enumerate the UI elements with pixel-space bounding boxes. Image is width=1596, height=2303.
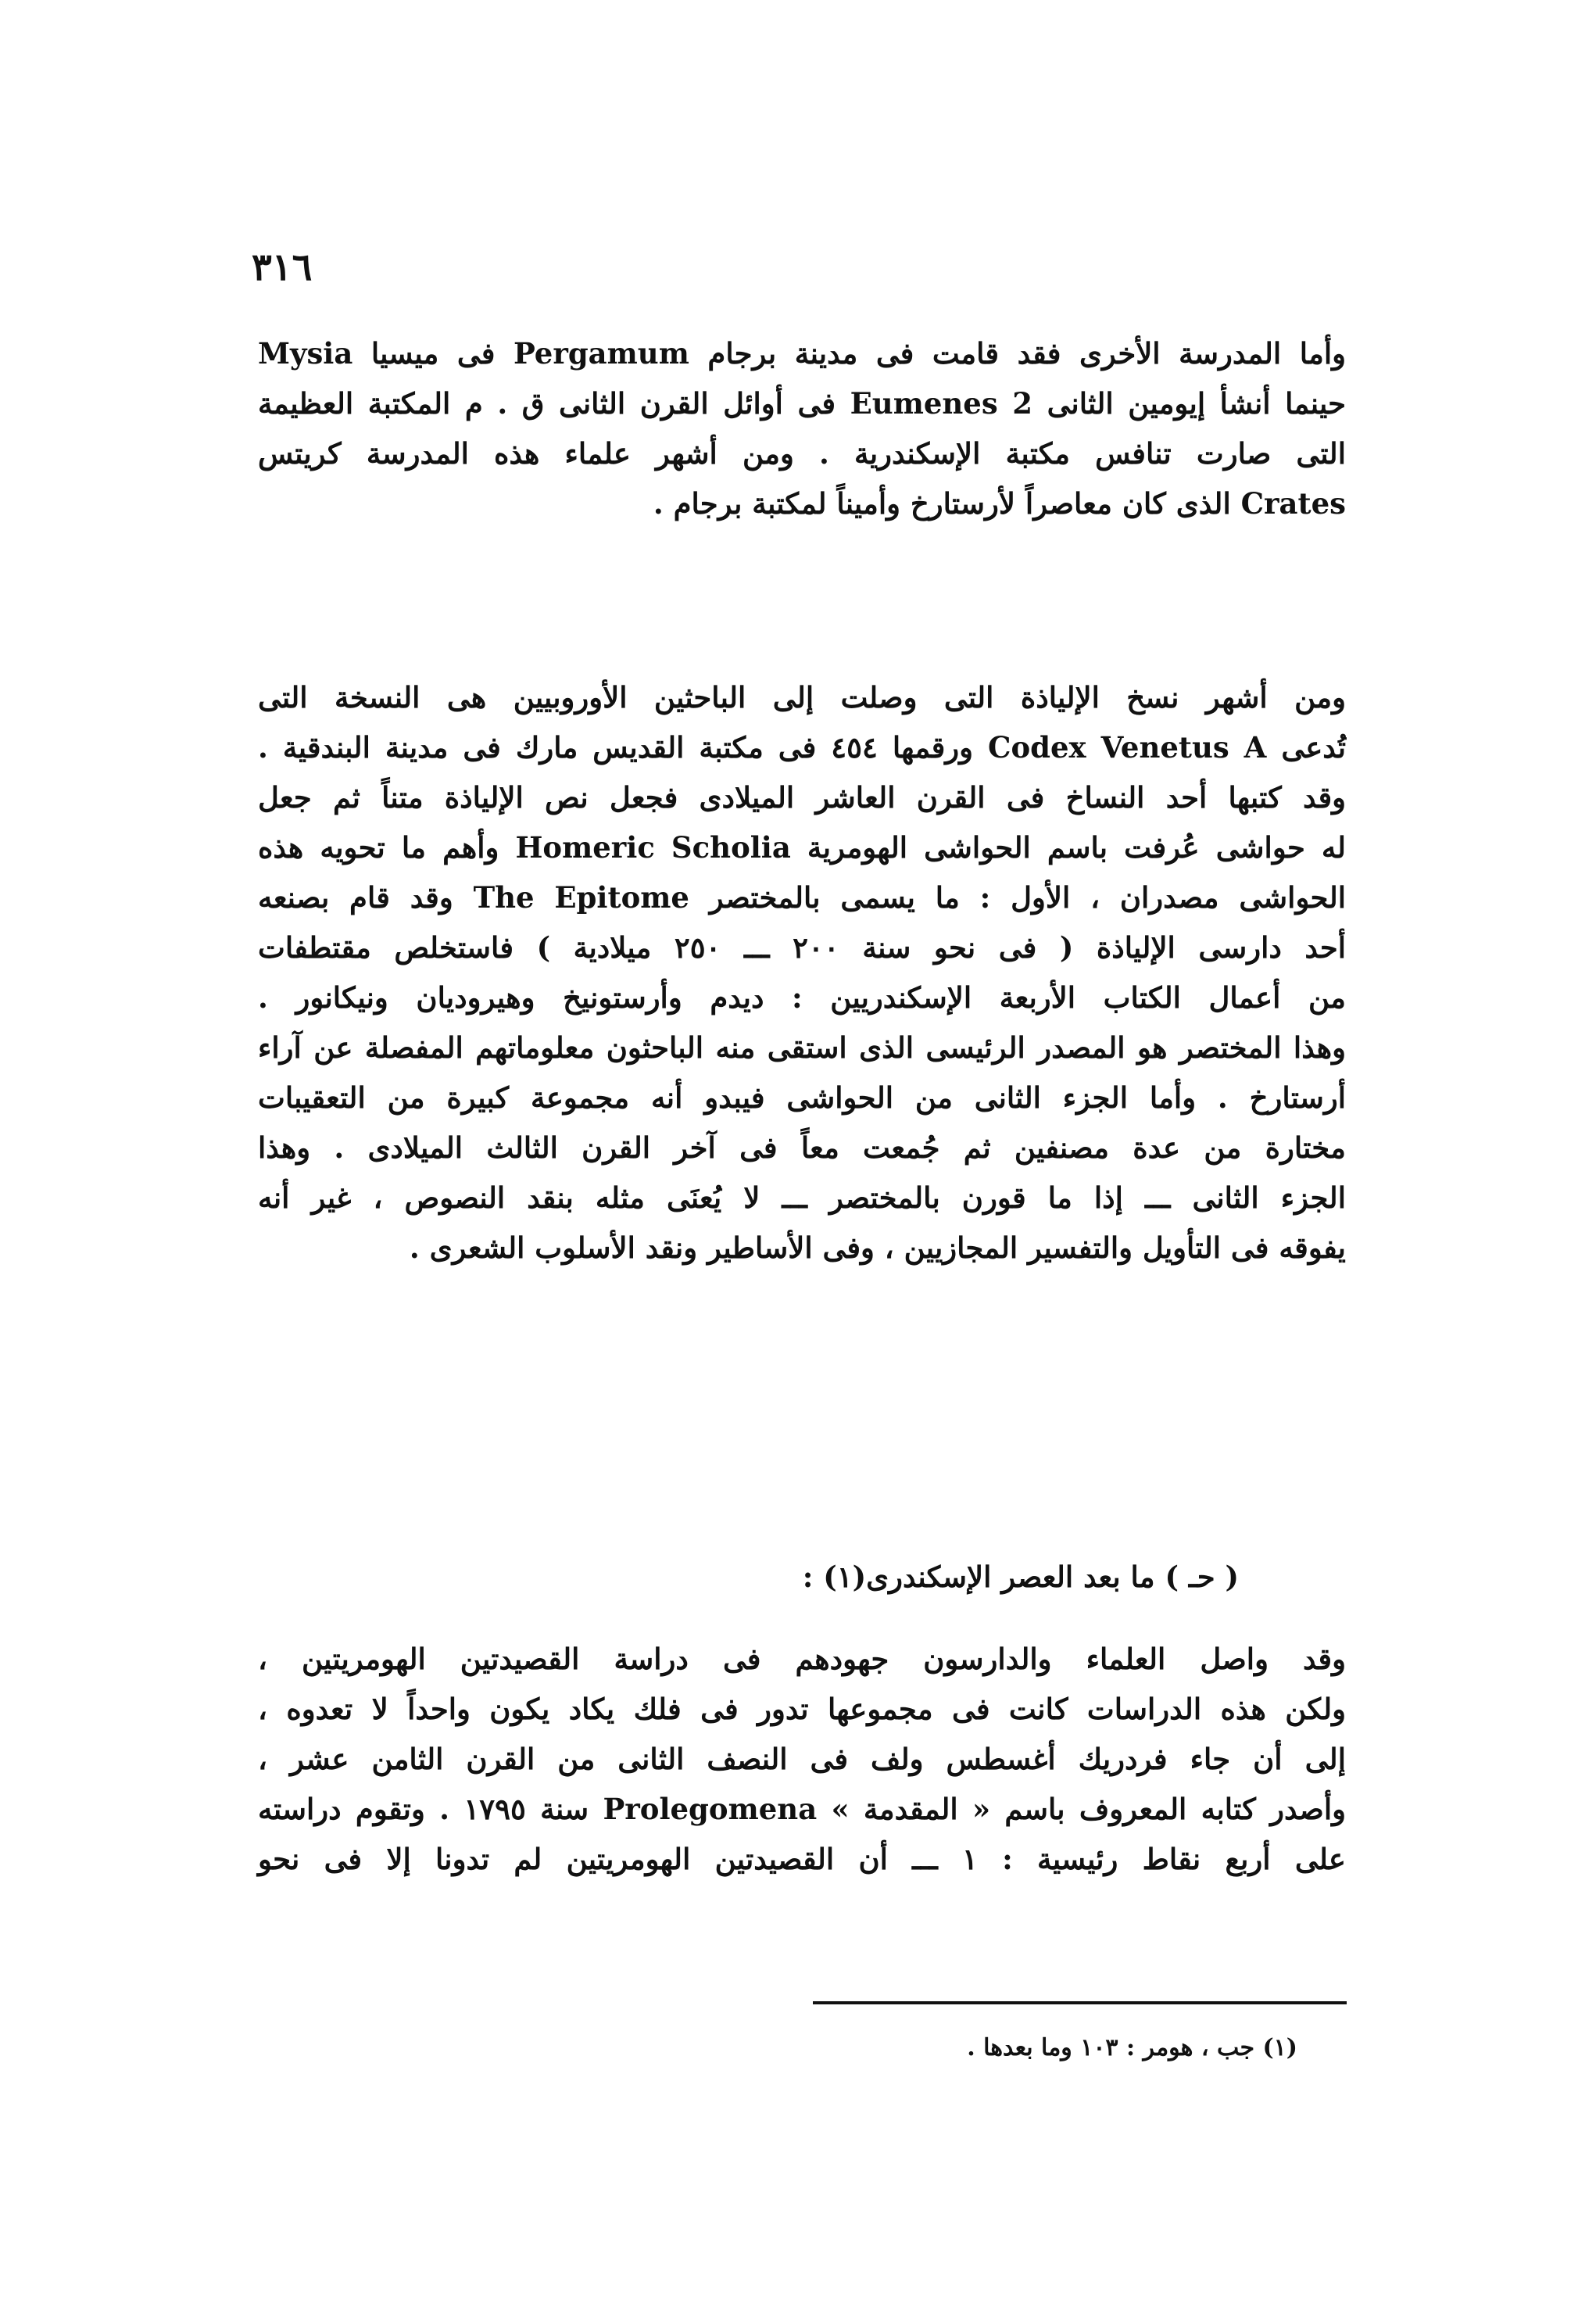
page-number: ٣١٦ (252, 245, 313, 289)
text-line: تُدعى Codex Venetus A ورقمها ٤٥٤ فى مكتبة القديس مارك فى مدينة البندقية . (258, 730, 1346, 765)
footnote-divider (813, 2001, 1347, 2004)
text-line: على أربع نقاط رئيسية : ١ ـــ أن القصيدتين الهومريتين لم تدونا إلا فى نحو (258, 1842, 1347, 1876)
text-line: الحواشى مصدران ، الأول : ما يسمى بالمختصر The Epitome وقد قام بصنعه (258, 880, 1346, 915)
paragraph-pergamum-school (258, 328, 1346, 528)
text-line: حينما أنشأ إيومين الثانى Eumenes 2 فى أوائل القرن الثانى ق . م المكتبة العظيمة (258, 386, 1346, 421)
text-line: ولكن هذه الدراسات كانت فى مجموعها تدور فى فلك يكاد يكون واحداً لا تعدوه ، (258, 1692, 1346, 1726)
text-line: يفوقه فى التأويل والتفسير المجازيين ، وفى الأساطير ونقد الأسلوب الشعرى . (409, 1230, 1346, 1265)
paragraph-post-alexandrian (258, 1634, 1346, 1884)
text-line: الجزء الثانى ـــ إذا ما قورن بالمختصر ـــ لا يُعنَى مثله بنقد النصوص ، غير أنه (258, 1180, 1346, 1215)
text-line: وقد واصل العلماء والدارسون جهودهم فى دراسة القصيدتين الهومريتين ، (258, 1642, 1346, 1676)
text-line: مختارة من عدة مصنفين ثم جُمعت معاً فى آخر القرن الثالث الميلادى . وهذا (258, 1130, 1346, 1165)
footnote: (١) جب ، هومر : ١٠٣ وما بعدها . (967, 2034, 1297, 2061)
text-line: من أعمال الكتاب الأربعة الإسكندريين : ديدم وأرستونيخ وهيرودیان ونيكانور . (258, 980, 1346, 1015)
text-line: وأما المدرسة الأخرى فقد قامت فى مدينة برجام Pergamum فى ميسيا Mysia (258, 336, 1346, 371)
text-line: Crates الذى كان معاصراً لأرستارخ وأميناً لمكتبة برجام . (653, 486, 1346, 521)
text-line: إلى أن جاء فردريك أغسطس ولف فى النصف الثانى من القرن الثامن عشر ، (258, 1742, 1346, 1776)
text-line: وأصدر كتابه المعروف باسم « المقدمة » Prolegomena سنة ١٧٩٥ . وتقوم دراسته (258, 1792, 1346, 1826)
text-line: وهذا المختصر هو المصدر الرئيسى الذى استقى منه الباحثون معلوماتهم المفصلة عن آراء (258, 1030, 1346, 1065)
text-line: ومن أشهر نسخ الإلياذة التى وصلت إلى الباحثين الأوروبيين هى النسخة التى (258, 680, 1346, 715)
text-line: وقد كتبها أحد النساخ فى القرن العاشر الميلادى فجعل نص الإلياذة متناً ثم جعل (258, 780, 1346, 815)
section-heading: ( حـ ) ما بعد العصر الإسكندرى(١) : (802, 1560, 1239, 1594)
text-line: له حواشى عُرفت باسم الحواشى الهومرية Homeric Scholia وأهم ما تحويه هذه (258, 830, 1346, 865)
text-line: أحد دارسى الإلياذة ( فى نحو سنة ٢٠٠ ـــ ٢٥٠ ميلادية ) فاستخلص مقتطفات (258, 930, 1346, 965)
text-line: أرستارخ . وأما الجزء الثانى من الحواشى فيبدو أنه مجموعة كبيرة من التعقيبات (258, 1080, 1346, 1115)
text-line: التى صارت تنافس مكتبة الإسكندرية . ومن أشهر علماء هذه المدرسة كريتس (258, 436, 1346, 471)
paragraph-iliad-manuscripts (258, 672, 1346, 1273)
